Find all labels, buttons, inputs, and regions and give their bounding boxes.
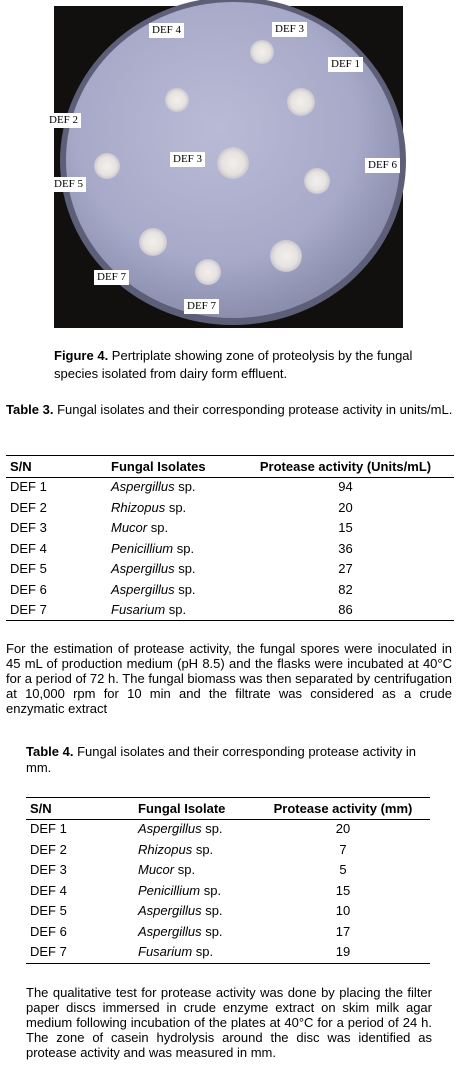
paragraph-protease-estimation: For the estimation of protease activity, the fungal spores were inoculated in 45 mL of production medium (pH 8.5) and the flasks were incubated at 40°C for a period of 72 h. The fungal biomass was then separated by centrifugation at 10,000 rpm for 10 min and the filtrate was considered as a crude enzymatic extract — [6, 641, 452, 716]
table4-isolate — [138, 942, 256, 963]
table4-value: 7 — [339, 841, 347, 857]
table4-isolate — [138, 860, 256, 881]
paragraph-qualitative-test: The qualitative test for protease activity was done by placing the filter paper discs immersed in crude enzyme extract on skim milk agar medium following incubation of the plates at 40°C for a period of 24 h. The zone of casein hydrolysis around the disc was identified as protease activity and was measured in mm. — [26, 985, 432, 1060]
table4-header-isolate: Fungal Isolate — [138, 800, 226, 816]
table3-value: 86 — [338, 602, 353, 618]
species-suffix: sp. — [200, 882, 222, 898]
table4-isolate — [138, 880, 256, 901]
table3-isolate — [111, 579, 237, 600]
table3-sn: DEF 5 — [10, 561, 47, 577]
label-def6: DEF 6 — [365, 158, 400, 173]
label-def1: DEF 1 — [328, 57, 363, 72]
table4-caption-text: Fungal isolates and their corresponding protease activity in mm. — [26, 744, 416, 775]
table4-header-activity: Protease activity (mm) — [273, 800, 413, 816]
table4-isolate — [138, 819, 256, 840]
petri-plate-photo — [49, 6, 403, 328]
table-row — [10, 559, 454, 580]
label-def5: DEF 5 — [51, 177, 86, 192]
table4-isolate — [138, 921, 256, 942]
table3-value: 94 — [338, 479, 353, 495]
label-def7-left: DEF 7 — [94, 270, 129, 285]
table3-isolate — [111, 600, 237, 621]
table-row — [10, 579, 454, 600]
table3-header-rule — [6, 477, 454, 478]
table4-header-row — [30, 798, 430, 819]
label-def3-top: DEF 3 — [272, 22, 307, 37]
species-suffix: sp. — [174, 581, 196, 597]
genus-name: Penicillium — [138, 882, 201, 898]
table3-bottom-rule — [6, 620, 454, 621]
table4-caption — [26, 744, 436, 776]
genus-name: Aspergillus — [111, 581, 175, 597]
genus-name: Mucor — [111, 520, 148, 536]
table3-value: 82 — [338, 581, 353, 597]
table4 — [30, 798, 430, 962]
table-row — [30, 819, 430, 840]
zone-def3-center — [217, 147, 249, 179]
table4-sn: DEF 6 — [30, 923, 67, 939]
genus-name: Aspergillus — [138, 923, 202, 939]
table4-value: 20 — [335, 821, 351, 837]
table3-header-activity: Protease activity (Units/mL) — [259, 458, 432, 474]
table4-isolate — [138, 901, 256, 922]
species-suffix: sp. — [174, 479, 196, 495]
table-row — [10, 538, 454, 559]
table3-value: 27 — [338, 561, 353, 577]
table3-value: 36 — [338, 540, 353, 556]
species-suffix: sp. — [173, 540, 195, 556]
zone-def1 — [287, 88, 315, 116]
species-suffix: sp. — [174, 561, 196, 577]
zone-def5 — [139, 228, 167, 256]
table4-sn: DEF 2 — [30, 841, 67, 857]
table3-caption-text: Fungal isolates and their corresponding protease activity in units/mL. — [53, 402, 453, 417]
table-row — [10, 477, 454, 498]
table-row — [30, 839, 430, 860]
label-def3-center: DEF 3 — [170, 152, 205, 167]
species-suffix: sp. — [201, 903, 223, 919]
zone-def7-right — [270, 240, 302, 272]
genus-name: Aspergillus — [111, 561, 175, 577]
table3-sn: DEF 7 — [10, 602, 47, 618]
table4-sn: DEF 7 — [30, 944, 67, 960]
genus-name: Aspergillus — [138, 821, 202, 837]
table3-header-isolates: Fungal Isolates — [111, 458, 206, 474]
table3-value: 20 — [338, 499, 353, 515]
zone-def4 — [165, 88, 189, 112]
table4-value: 5 — [339, 862, 347, 878]
label-def7-bottom: DEF 7 — [184, 299, 219, 314]
table3-isolate — [111, 518, 237, 539]
genus-name: Penicillium — [111, 540, 174, 556]
table3-caption — [6, 402, 456, 418]
table3-header-row — [10, 456, 454, 477]
table3-value: 15 — [338, 520, 353, 536]
table-row — [10, 600, 454, 621]
table3-isolate — [111, 477, 237, 498]
table4-sn: DEF 1 — [30, 821, 67, 837]
table4-value: 10 — [335, 903, 351, 919]
table3-isolate — [111, 497, 237, 518]
species-suffix: sp. — [147, 520, 169, 536]
genus-name: Fusarium — [138, 944, 193, 960]
table4-caption-label: Table 4. — [26, 744, 74, 759]
table3-sn: DEF 2 — [10, 499, 47, 515]
table-row — [30, 901, 430, 922]
table3-sn: DEF 6 — [10, 581, 47, 597]
table-row — [30, 921, 430, 942]
genus-name: Rhizopus — [138, 841, 193, 857]
table3-sn: DEF 1 — [10, 479, 47, 495]
figure-caption-label: Figure 4. — [54, 348, 109, 363]
species-suffix: sp. — [201, 923, 223, 939]
table4-value: 19 — [335, 944, 351, 960]
species-suffix: sp. — [165, 602, 187, 618]
table4-value: 15 — [335, 882, 351, 898]
table-row — [30, 860, 430, 881]
table4-header-sn: S/N — [30, 800, 52, 816]
table3-caption-label: Table 3. — [6, 402, 54, 417]
table4-sn: DEF 4 — [30, 882, 67, 898]
table-row — [10, 518, 454, 539]
table4-bottom-rule — [26, 963, 430, 964]
genus-name: Aspergillus — [111, 479, 175, 495]
zone-def3-top — [250, 40, 274, 64]
genus-name: Fusarium — [111, 602, 166, 618]
table3 — [10, 456, 454, 620]
table-row — [30, 880, 430, 901]
table3-sn: DEF 4 — [10, 540, 47, 556]
species-suffix: sp. — [165, 499, 187, 515]
table4-isolate — [138, 839, 256, 860]
table4-header-rule — [26, 819, 430, 820]
genus-name: Rhizopus — [111, 499, 166, 515]
zone-def6 — [304, 168, 330, 194]
table3-sn: DEF 3 — [10, 520, 47, 536]
species-suffix: sp. — [174, 862, 196, 878]
genus-name: Mucor — [138, 862, 175, 878]
species-suffix: sp. — [192, 841, 214, 857]
table4-sn: DEF 3 — [30, 862, 67, 878]
table-row — [10, 497, 454, 518]
figure-caption — [54, 347, 414, 383]
zone-def2 — [94, 153, 120, 179]
genus-name: Aspergillus — [138, 903, 202, 919]
label-def2: DEF 2 — [46, 113, 81, 128]
species-suffix: sp. — [201, 821, 223, 837]
table4-sn: DEF 5 — [30, 903, 67, 919]
label-def4: DEF 4 — [149, 23, 184, 38]
table3-isolate — [111, 559, 237, 580]
species-suffix: sp. — [192, 944, 214, 960]
figure-caption-text: Pertriplate showing zone of proteolysis by the fungal species isolated from dairy form effluent. — [54, 348, 413, 381]
table3-isolate — [111, 538, 237, 559]
table3-header-sn: S/N — [10, 458, 32, 474]
table-row — [30, 942, 430, 963]
table4-value: 17 — [335, 923, 351, 939]
zone-def7-bottom — [195, 259, 221, 285]
